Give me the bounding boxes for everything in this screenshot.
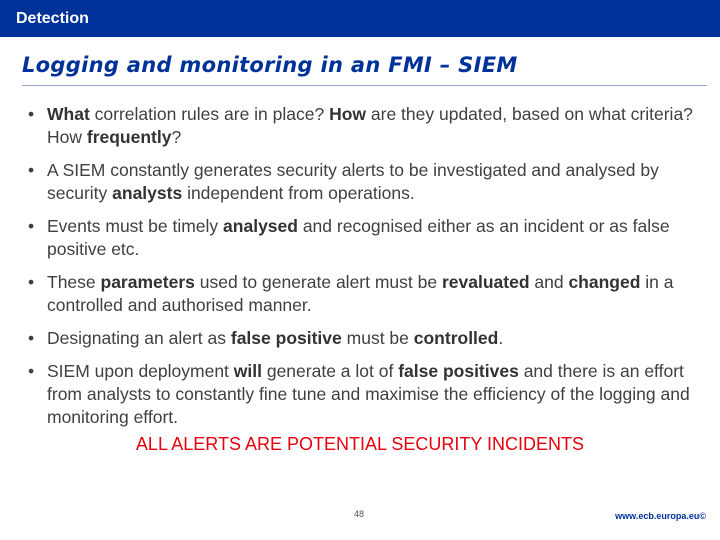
bullet-dot-icon: •	[28, 272, 35, 292]
title-divider	[22, 85, 707, 86]
section-label: Detection	[16, 10, 89, 27]
bullet-list	[28, 103, 698, 439]
bullet-dot-icon: •	[28, 361, 35, 381]
slide-title: Logging and monitoring in an FMI – SIEM	[22, 53, 518, 77]
bullet-text: independent from operations.	[182, 183, 415, 203]
alert-statement: ALL ALERTS ARE POTENTIAL SECURITY INCIDENTS	[135, 434, 585, 454]
bullet-dot-icon: •	[28, 104, 35, 124]
bullet-text: must be	[341, 328, 414, 348]
bullet-item	[28, 159, 698, 205]
bullet-emphasis: changed	[568, 272, 641, 292]
bullet-text: ?	[171, 127, 182, 147]
bullet-emphasis: false positive	[230, 328, 342, 348]
bullet-emphasis: What	[47, 104, 90, 124]
bullet-item	[28, 360, 698, 429]
bullet-emphasis: controlled	[413, 328, 499, 348]
bullet-item	[28, 103, 698, 149]
bullet-dot-icon: •	[28, 160, 35, 180]
bullet-emphasis: frequently	[86, 127, 172, 147]
bullet-dot-icon: •	[28, 216, 35, 236]
bullet-text: .	[498, 328, 504, 348]
bullet-text: generate a lot of	[261, 361, 399, 381]
bullet-text: Designating an alert as	[47, 328, 231, 348]
bullet-text: and	[529, 272, 569, 292]
header-bar	[0, 0, 720, 37]
bullet-emphasis: parameters	[100, 272, 195, 292]
bullet-text: are they updated, based on what criteria? How	[47, 104, 693, 147]
bullet-text: and there is an effort from analysts to constantly fine tune and maximise the efficiency of the logging and monitoring effort.	[47, 361, 690, 427]
footer-url: www.ecb.europa.eu©	[615, 511, 706, 521]
page-number: 48	[354, 509, 365, 519]
bullet-text: Events must be timely	[47, 216, 224, 236]
bullet-emphasis: analysed	[223, 216, 298, 236]
bullet-text: in a controlled and authorised manner.	[47, 272, 674, 315]
bullet-item	[28, 215, 698, 261]
bullet-emphasis: analysts	[112, 183, 183, 203]
bullet-emphasis: will	[233, 361, 262, 381]
bullet-emphasis: false positives	[398, 361, 519, 381]
bullet-text: A SIEM constantly generates security alerts to be investigated and analysed by security	[47, 160, 659, 203]
bullet-item	[28, 327, 698, 350]
bullet-dot-icon: •	[28, 328, 35, 348]
bullet-emphasis: How	[329, 104, 367, 124]
bullet-text: correlation rules are in place?	[89, 104, 330, 124]
bullet-text: used to generate alert must be	[194, 272, 442, 292]
bullet-item	[28, 271, 698, 317]
bullet-text: and recognised either as an incident or as false positive etc.	[47, 216, 670, 259]
bullet-text: These	[47, 272, 101, 292]
bullet-emphasis: revaluated	[441, 272, 530, 292]
bullet-text: SIEM upon deployment	[47, 361, 234, 381]
